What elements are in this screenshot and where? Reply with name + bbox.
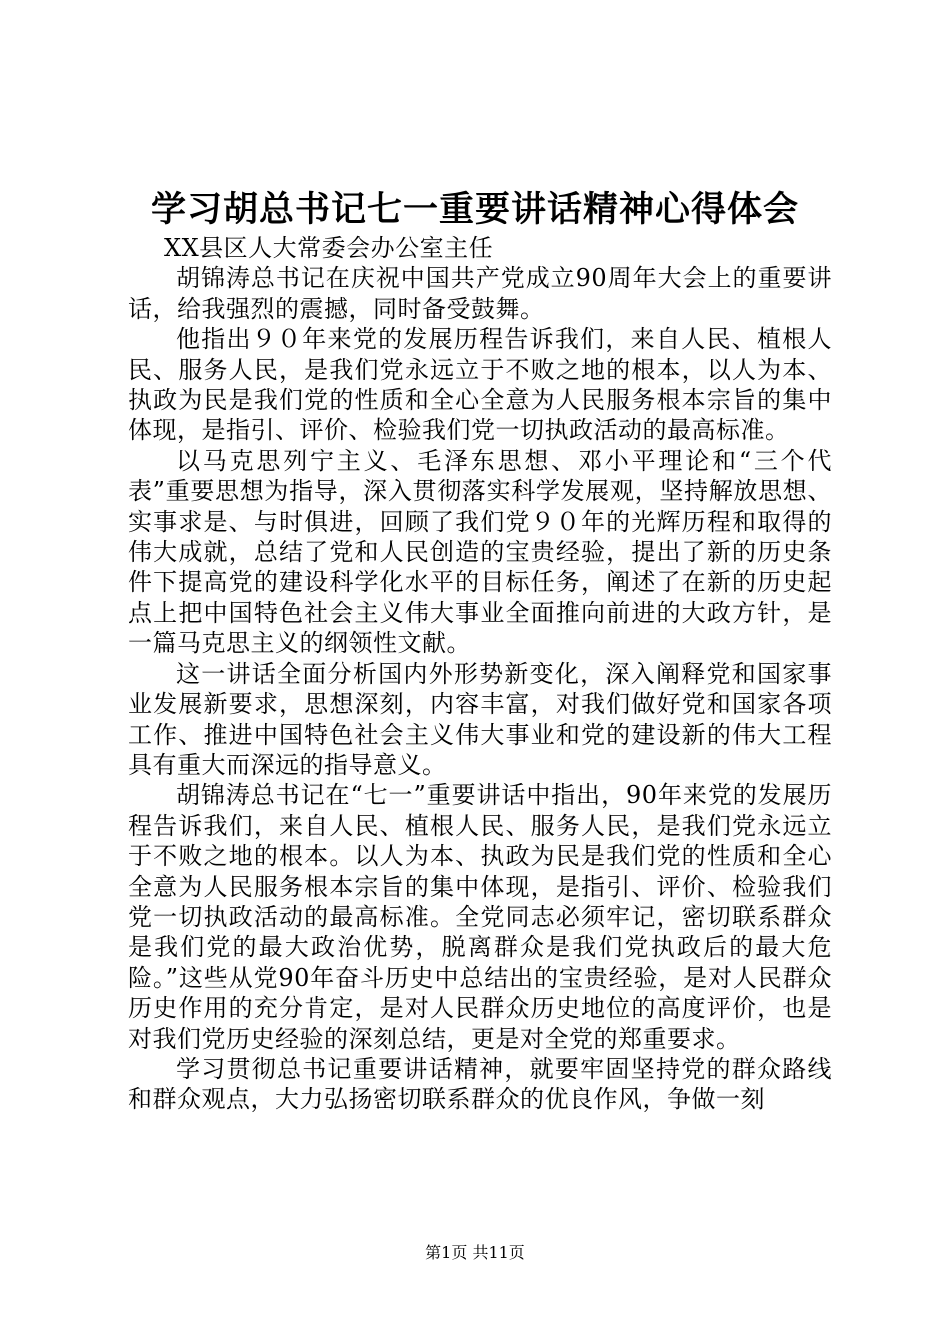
body-paragraph-3: 以马克思列宁主义、毛泽东思想、邓小平理论和“三个代表”重要思想为指导，深入贯彻落实科学发展观，坚持解放思想、实事求是、与时俱进，回顾了我们党９０年的光辉历程和取得的伟大成就，总结了党和人民创造的宝贵经验，提出了新的历史条件下提高党的建设科学化水平的目标任务，阐述了在新的历史起点上把中国特色社会主义伟大事业全面推向前进的大政方针，是一篇马克思主义的纲领性文献。: [128, 446, 832, 658]
body-paragraph-2: 他指出９０年来党的发展历程告诉我们，来自人民、植根人民、服务人民，是我们党永远立于不败之地的根本，以人为本、执政为民是我们党的性质和全心全意为人民服务根本宗旨的集中体现，是指引、评价、检验我们党一切执政活动的最高标准。: [128, 325, 832, 445]
author-line: XX县区人大常委会办公室主任: [164, 234, 494, 262]
body-paragraph-1: 胡锦涛总书记在庆祝中国共产党成立90周年大会上的重要讲话，给我强烈的震撼，同时备受鼓舞。: [128, 264, 832, 323]
document-body: [128, 233, 832, 1115]
body-paragraph-4: 这一讲话全面分析国内外形势新变化，深入阐释党和国家事业发展新要求，思想深刻，内容丰富，对我们做好党和国家各项工作、推进中国特色社会主义伟大事业和党的建设新的伟大工程具有重大而深远的指导意义。: [128, 659, 832, 779]
body-paragraph-6: 学习贯彻总书记重要讲话精神，就要牢固坚持党的群众路线和群众观点，大力弘扬密切联系群众的优良作风，争做一刻: [128, 1054, 832, 1114]
body-paragraph-5: 胡锦涛总书记在“七一”重要讲话中指出，90年来党的发展历程告诉我们，来自人民、植根人民、服务人民，是我们党永远立于不败之地的根本。以人为本、执政为民是我们党的性质和全心全意为人民服务根本宗旨的集中体现，是指引、评价、检验我们党一切执政活动的最高标准。全党同志必须牢记，密切联系群众是我们党的最大政治优势，脱离群众是我们党执政后的最大危险。”这些从党90年奋斗历史中总结出的宝贵经验，是对人民群众历史作用的充分肯定，是对人民群众历史地位的高度评价，也是对我们党历史经验的深刻总结，更是对全党的郑重要求。: [128, 781, 832, 1053]
document-title: 学习胡总书记七一重要讲话精神心得体会: [150, 189, 799, 230]
page-footer: 第1页 共11页: [425, 1243, 525, 1262]
